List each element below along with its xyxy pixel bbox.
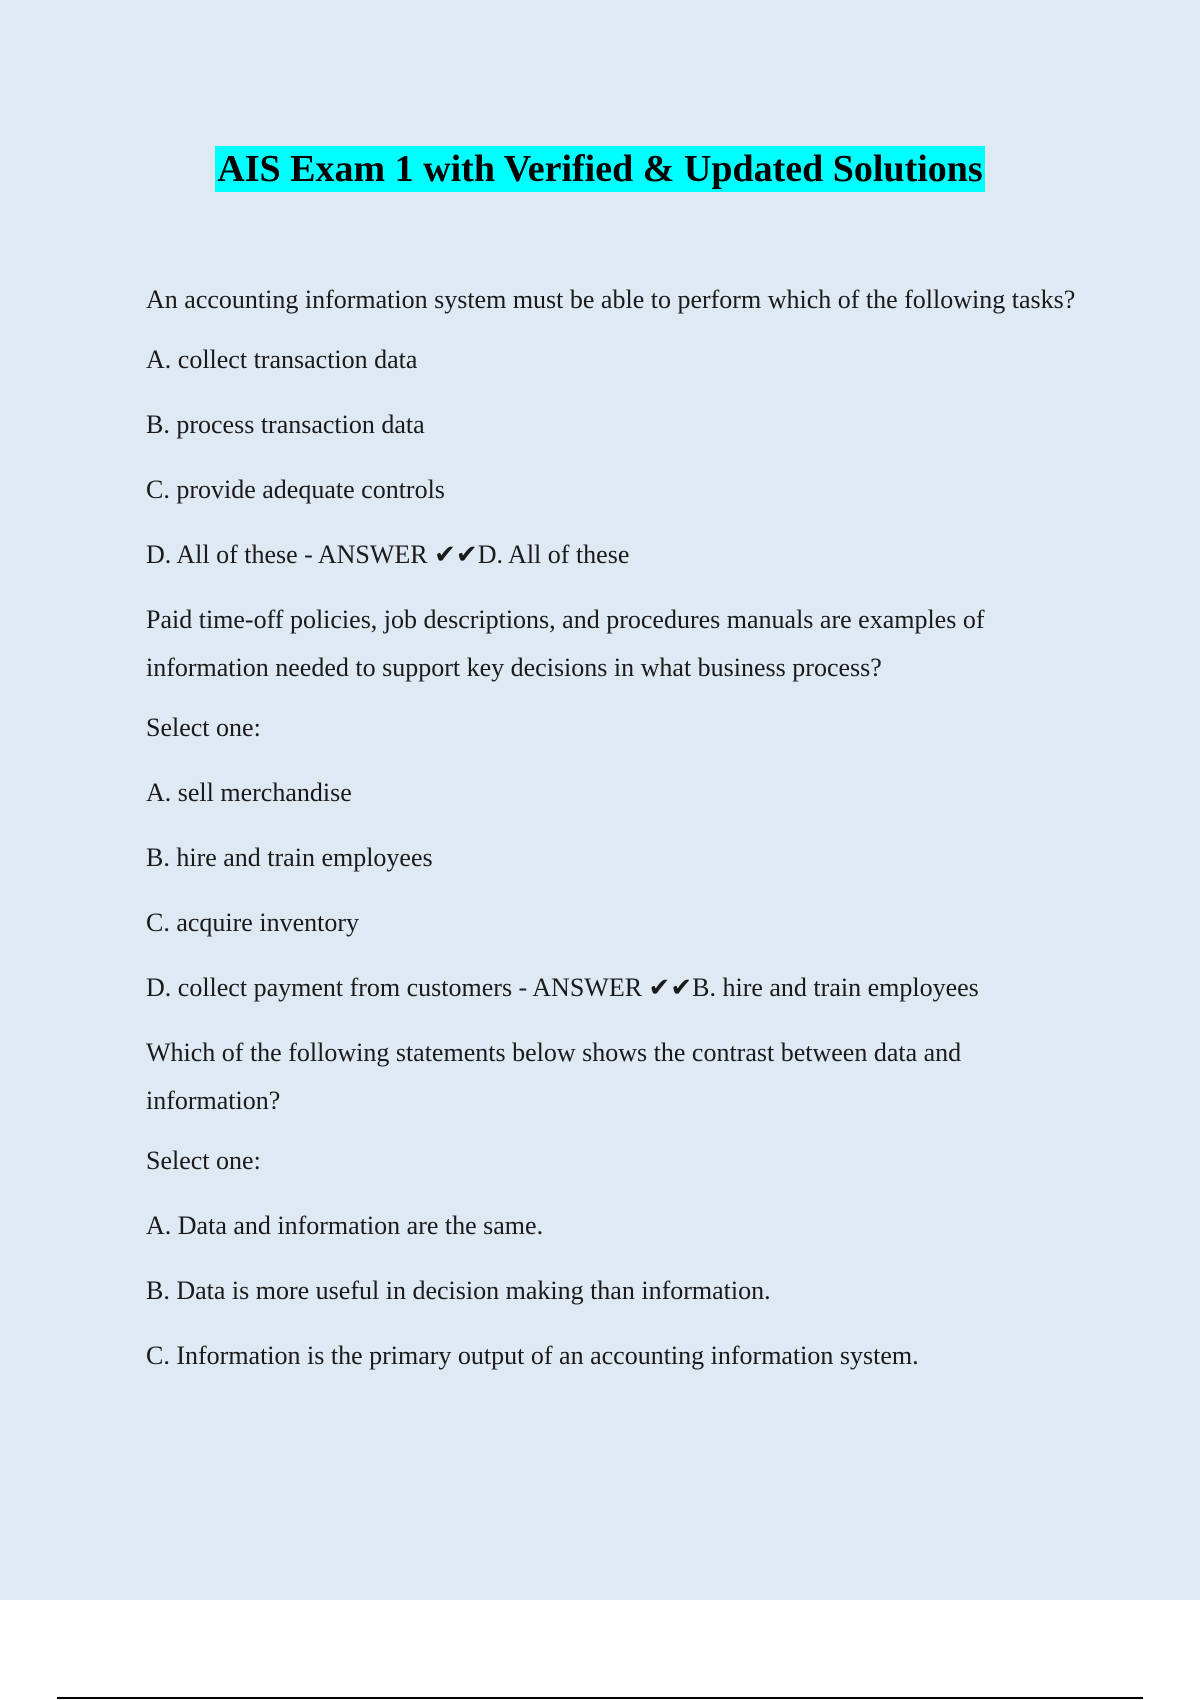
footer-divider	[57, 1697, 1143, 1699]
document-title: AIS Exam 1 with Verified & Updated Solutions	[217, 148, 983, 190]
question-2-option-a: A. sell merchandise	[146, 778, 352, 807]
question-3-select-one: Select one:	[146, 1146, 261, 1175]
question-3-option-c: C. Information is the primary output of an accounting information system.	[146, 1341, 919, 1370]
question-2-select-one: Select one:	[146, 713, 261, 742]
question-2-option-d-answer: D. collect payment from customers - ANSWER ✔✔B. hire and train employees	[146, 973, 979, 1002]
question-2-option-b: B. hire and train employees	[146, 843, 433, 872]
document-body	[146, 276, 1086, 1397]
question-1-option-a: A. collect transaction data	[146, 345, 418, 374]
question-1-text: An accounting information system must be able to perform which of the following tasks?	[146, 285, 1076, 314]
question-2-option-c: C. acquire inventory	[146, 908, 359, 937]
question-3-option-a: A. Data and information are the same.	[146, 1211, 544, 1240]
title-container	[0, 146, 1200, 192]
question-3-text: Which of the following statements below shows the contrast between data and information?	[146, 1038, 962, 1115]
question-1-option-b: B. process transaction data	[146, 410, 425, 439]
question-3-option-b: B. Data is more useful in decision making than information.	[146, 1276, 771, 1305]
question-1-option-c: C. provide adequate controls	[146, 475, 445, 504]
question-2-text: Paid time-off policies, job descriptions, and procedures manuals are examples of information needed to support key decisions in what business process?	[146, 605, 985, 682]
question-1-option-d-answer: D. All of these - ANSWER ✔✔D. All of these	[146, 540, 630, 569]
